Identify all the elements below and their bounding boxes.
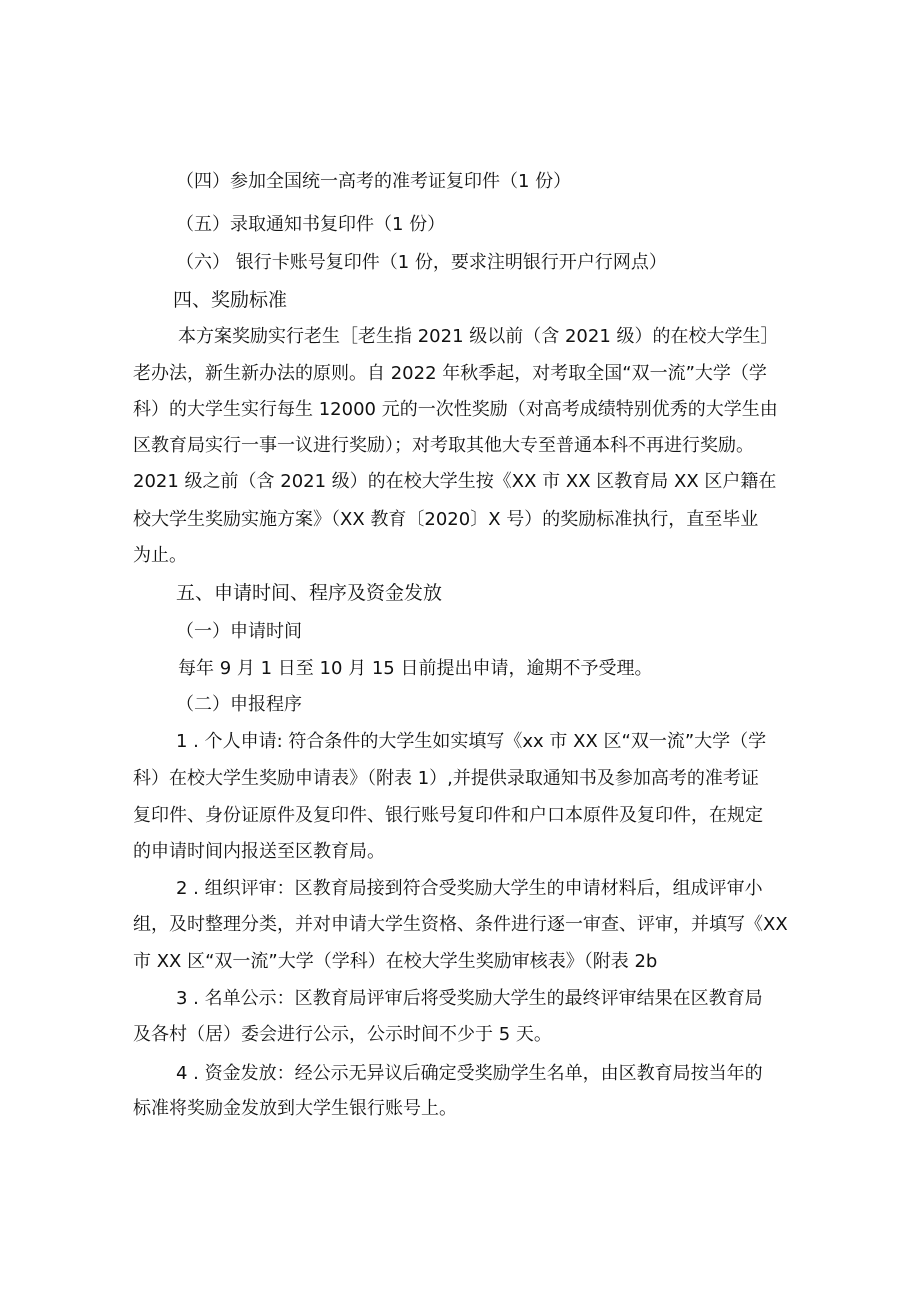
section-4-paragraph-line: 为止。 bbox=[133, 545, 187, 566]
step-2-line: 市 XX 区“双一流”大学（学科）在校大学生奖励审核表》（附表 2b bbox=[133, 951, 658, 972]
list-item-5: （五）录取通知书复印件（1 份） bbox=[176, 214, 446, 235]
subsection-1-heading: （一）申请时间 bbox=[176, 621, 302, 642]
section-4-heading: 四、奖励标准 bbox=[173, 289, 288, 311]
section-4-paragraph-line: 老办法，新生新办法的原则。自 2022 年秋季起，对考取全国“双一流”大学（学 bbox=[133, 363, 767, 384]
step-1-line: 1 . 个人申请: 符合条件的大学生如实填写《xx 市 XX 区“双一流”大学（学 bbox=[176, 731, 767, 752]
step-2-line: 2 . 组织评审：区教育局接到符合受奖励大学生的申请材料后，组成评审小 bbox=[176, 878, 763, 899]
step-3-line: 及各村（居）委会进行公示，公示时间不少于 5 天。 bbox=[133, 1024, 552, 1045]
list-item-6: （六） 银行卡账号复印件（1 份，要求注明银行开户行网点） bbox=[176, 252, 667, 273]
section-5-heading: 五、申请时间、程序及资金发放 bbox=[176, 582, 443, 604]
section-4-paragraph-line: 校大学生奖励实施方案》（XX 教育〔2020〕X 号）的奖励标准执行，直至毕业 bbox=[133, 509, 759, 530]
step-2-line: 组，及时整理分类，并对申请大学生资格、条件进行逐一审查、评审，并填写《XX bbox=[133, 914, 788, 935]
section-4-paragraph-line: 本方案奖励实行老生［老生指 2021 级以前（含 2021 级）的在校大学生］ bbox=[178, 326, 779, 347]
subsection-2-heading: （二）申报程序 bbox=[176, 694, 302, 715]
step-1-line: 的申请时间内报送至区教育局。 bbox=[133, 841, 385, 862]
subsection-1-text: 每年 9 月 1 日至 10 月 15 日前提出申请，逾期不予受理。 bbox=[178, 658, 653, 679]
step-1-line: 复印件、身份证原件及复印件、银行账号复印件和户口本原件及复印件，在规定 bbox=[133, 805, 763, 826]
section-4-paragraph-line: 科）的大学生实行每生 12000 元的一次性奖励（对高考成绩特别优秀的大学生由 bbox=[133, 399, 778, 420]
step-1-line: 科）在校大学生奖励申请表》（附表 1）,并提供录取通知书及参加高考的准考证 bbox=[133, 768, 759, 789]
section-4-paragraph-line: 2021 级之前（含 2021 级）的在校大学生按《XX 市 XX 区教育局 XX 区户籍在 bbox=[133, 471, 777, 492]
step-4-line: 4 . 资金发放：经公示无异议后确定受奖励学生名单，由区教育局按当年的 bbox=[176, 1063, 763, 1084]
list-item-4: （四）参加全国统一高考的准考证复印件（1 份） bbox=[176, 171, 572, 192]
step-4-line: 标准将奖励金发放到大学生银行账号上。 bbox=[133, 1098, 457, 1119]
section-4-paragraph-line: 区教育局实行一事一议进行奖励）；对考取其他大专至普通本科不再进行奖励。 bbox=[133, 435, 754, 456]
step-3-line: 3 . 名单公示：区教育局评审后将受奖励大学生的最终评审结果在区教育局 bbox=[176, 988, 763, 1009]
